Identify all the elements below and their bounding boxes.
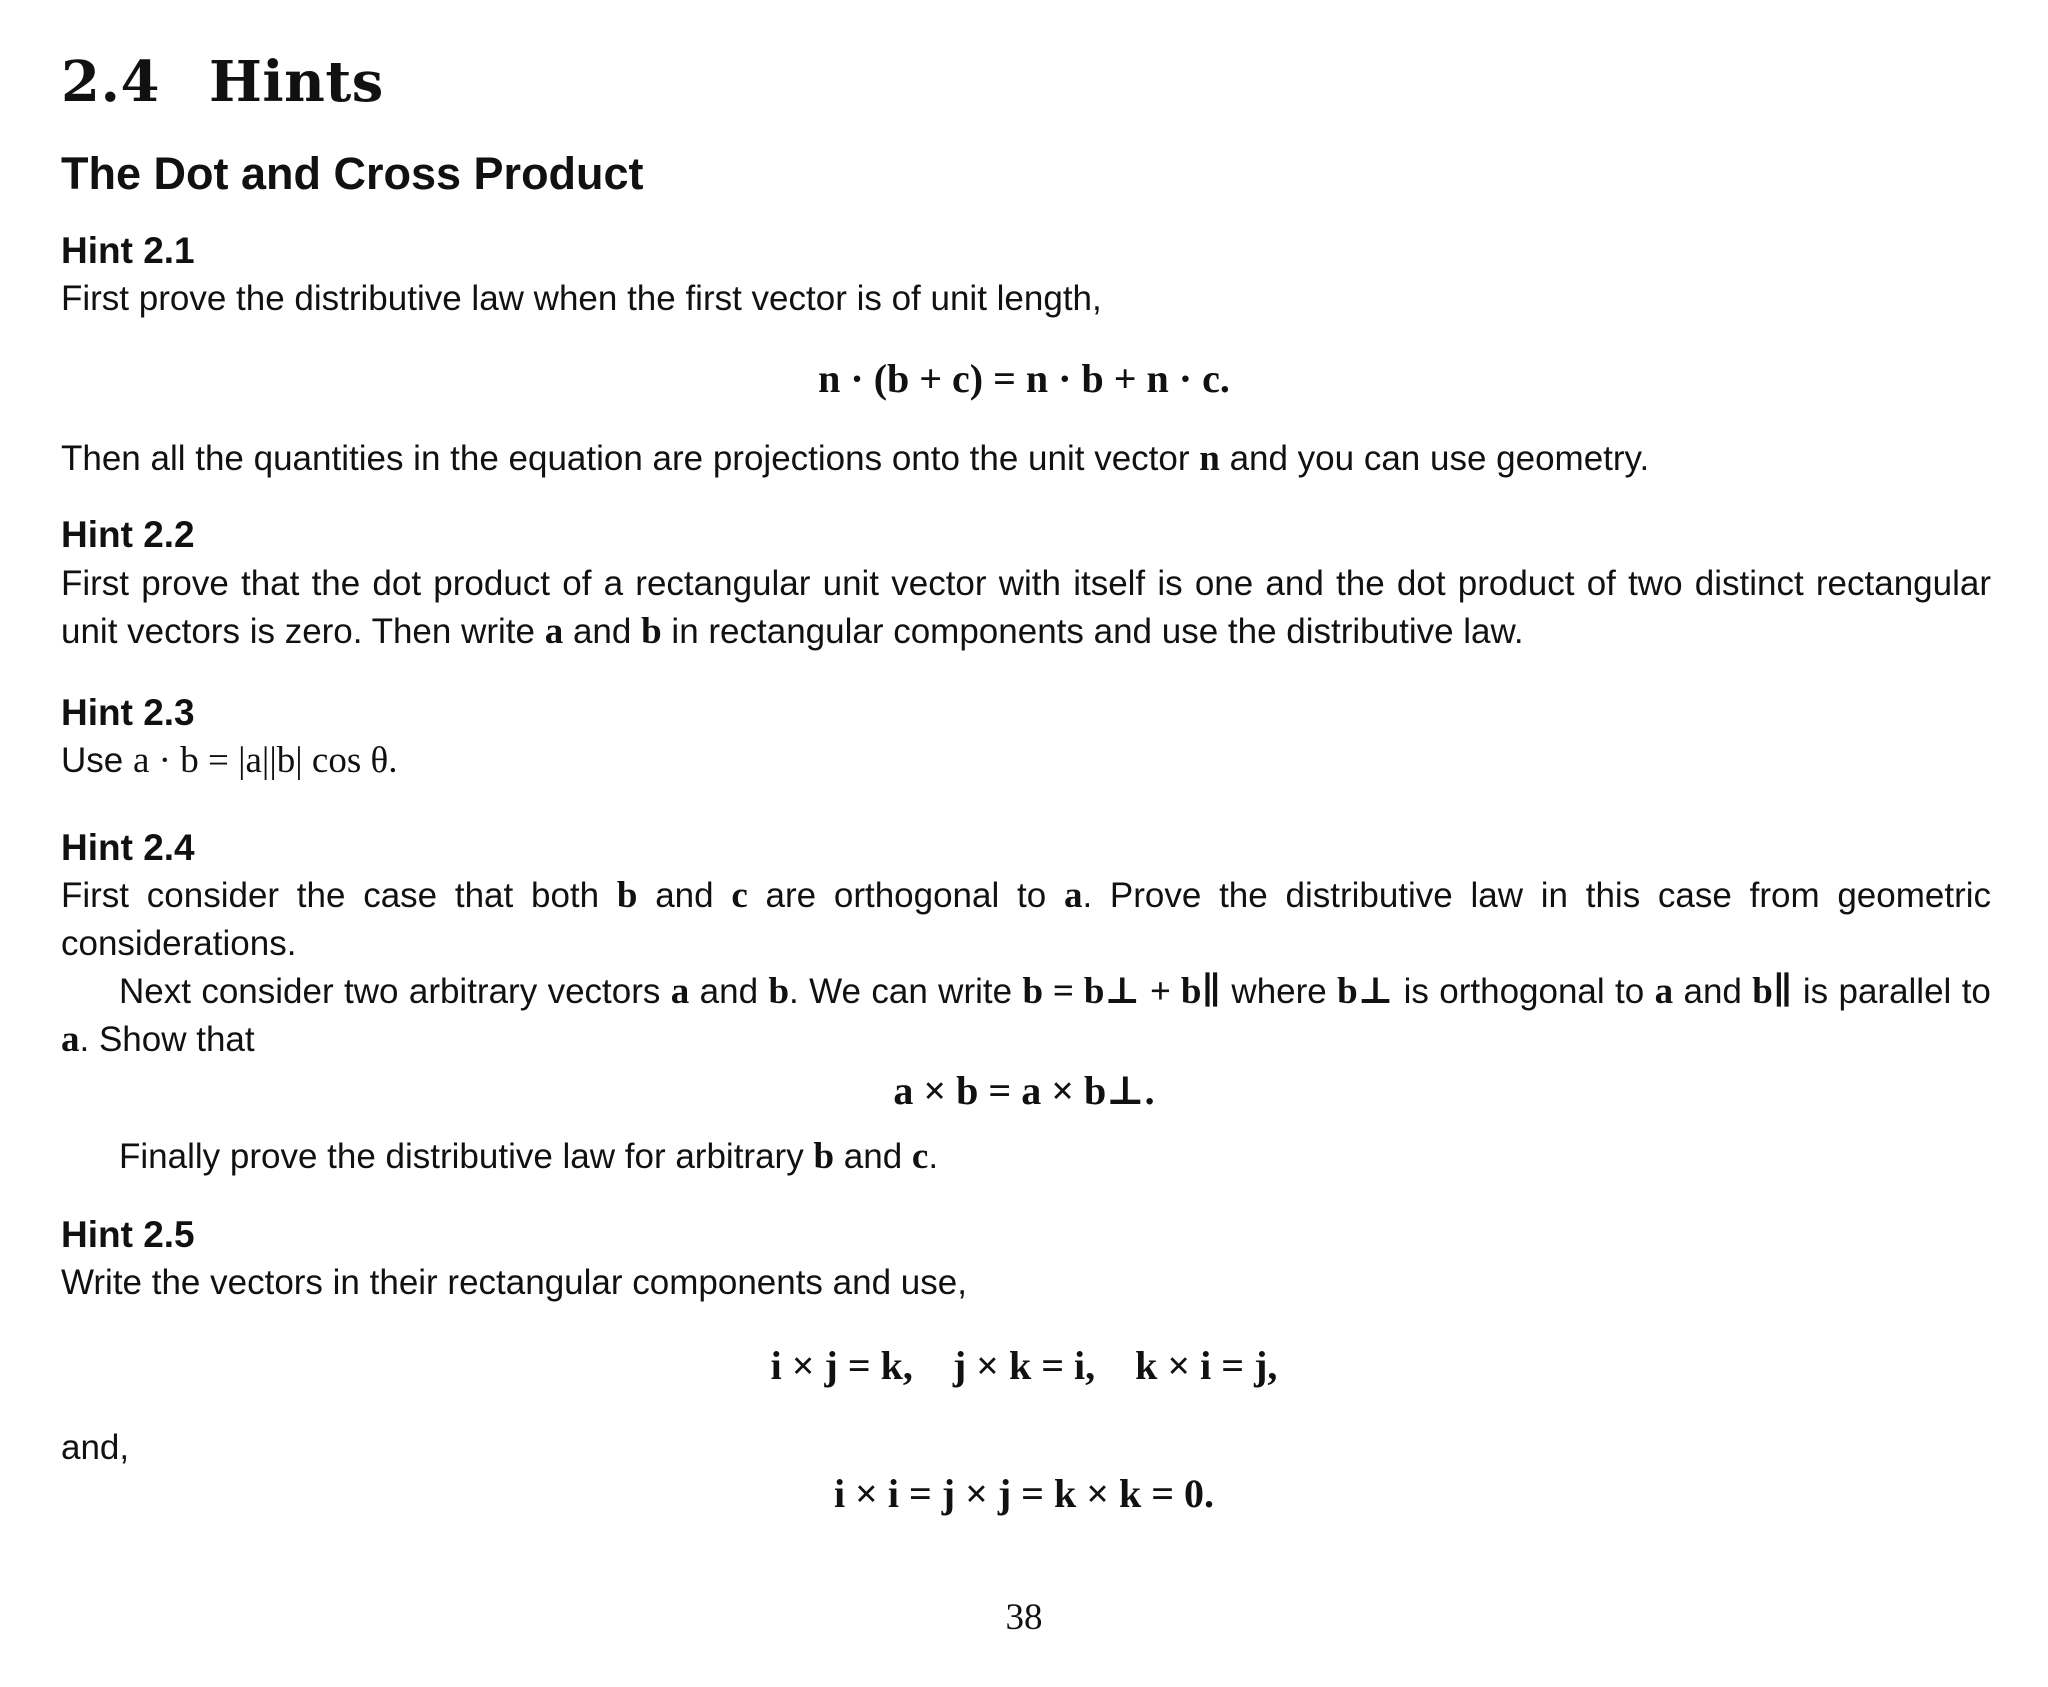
text-run: First consider the case that both [61,876,600,915]
hint-2-2-text [61,560,1991,656]
hint-2-1-equation [0,353,2048,405]
hint-2-5-equation-2-text: i × i = j × j = k × k = 0. [833,1471,1215,1516]
vector-symbol: b [813,1136,835,1177]
vector-symbol: a [544,611,564,652]
page-number: 38 [1005,1597,1043,1638]
vector-symbol: c [911,1136,929,1177]
subsection-heading: The Dot and Cross Product [61,148,644,199]
equation-part: j × k = i, [952,1343,1096,1388]
inline-formula: a · b = |a||b| cos θ. [132,740,398,781]
hint-2-5-between: and, [61,1428,130,1467]
vector-symbol: b [616,875,638,916]
text-run: and [843,1137,903,1176]
text-run: Next consider two arbitrary vectors [119,972,661,1011]
hint-2-4-equation [0,1065,2048,1117]
text-run: and you can use geometry. [1229,439,1650,478]
text-run: . Prove the distributive law in this case from geometric considerations. [61,876,1992,963]
vector-symbol: n [1199,438,1220,479]
hint-2-4-paragraph-2 [61,968,1991,1064]
text-run: in rectangular components and use the distributive law. [671,612,1524,651]
hint-2-5-intro: Write the vectors in their rectangular components and use, [61,1263,967,1302]
hint-2-4-equation-text: a × b = a × b⊥. [893,1068,1155,1113]
hint-2-5-title: Hint 2.5 [61,1214,195,1255]
text-run: and [655,876,714,915]
vector-symbol: b⊥ [1337,971,1394,1012]
hint-2-5-equation-1 [0,1340,2048,1392]
vector-symbol: b [641,611,662,652]
text-run: Use [61,741,124,780]
vector-symbol: a [670,971,690,1012]
vector-symbol: b∥ [1752,971,1793,1012]
vector-symbol: a [61,1019,80,1060]
section-heading [61,46,384,118]
equation-part: k × i = j, [1135,1343,1278,1388]
text-run: is parallel to [1802,972,1991,1011]
text-run: . [928,1137,939,1176]
hint-2-1-title: Hint 2.1 [61,230,195,271]
hint-2-4-paragraph-1 [61,872,1991,968]
vector-symbol: a [1654,971,1674,1012]
section-title: Hints [209,49,384,115]
text-run: . Show that [79,1020,255,1059]
text-run: and [1683,972,1742,1011]
section-number: 2.4 [61,49,160,115]
hint-2-2-title: Hint 2.2 [61,514,195,555]
hint-2-1-after [61,435,1991,483]
vector-symbol: c [731,875,748,916]
hint-2-4-paragraph-3 [61,1133,1991,1181]
equation-part: i × j = k, [770,1343,913,1388]
text-run: and [572,612,632,651]
text-run: Finally prove the distributive law for arbitrary [119,1137,804,1176]
hint-2-3-title: Hint 2.3 [61,692,195,733]
hint-2-5-equation-2 [0,1468,2048,1520]
text-run: and [699,972,759,1011]
hint-2-1-intro: First prove the distributive law when the first vector is of unit length, [61,279,1102,318]
text-run: Then all the quantities in the equation are projections onto the unit vector [61,439,1190,478]
vector-symbol: a [1063,875,1083,916]
vector-symbol: b [768,971,790,1012]
hint-2-4-title: Hint 2.4 [61,827,195,868]
text-run: where [1231,972,1327,1011]
text-run: are orthogonal to [765,876,1047,915]
text-run: is orthogonal to [1403,972,1645,1011]
text-run: . We can write [789,972,1013,1011]
text-run: First prove that the dot product of a rectangular unit vector with itself is one and the dot product of two distinct rectangular unit vectors is zero. Then write [61,564,1991,651]
hint-2-1-equation-text: n · (b + c) = n · b + n · c. [818,356,1230,401]
inline-formula: b = b⊥ + b∥ [1022,971,1222,1012]
hint-2-3-text [61,737,1991,785]
